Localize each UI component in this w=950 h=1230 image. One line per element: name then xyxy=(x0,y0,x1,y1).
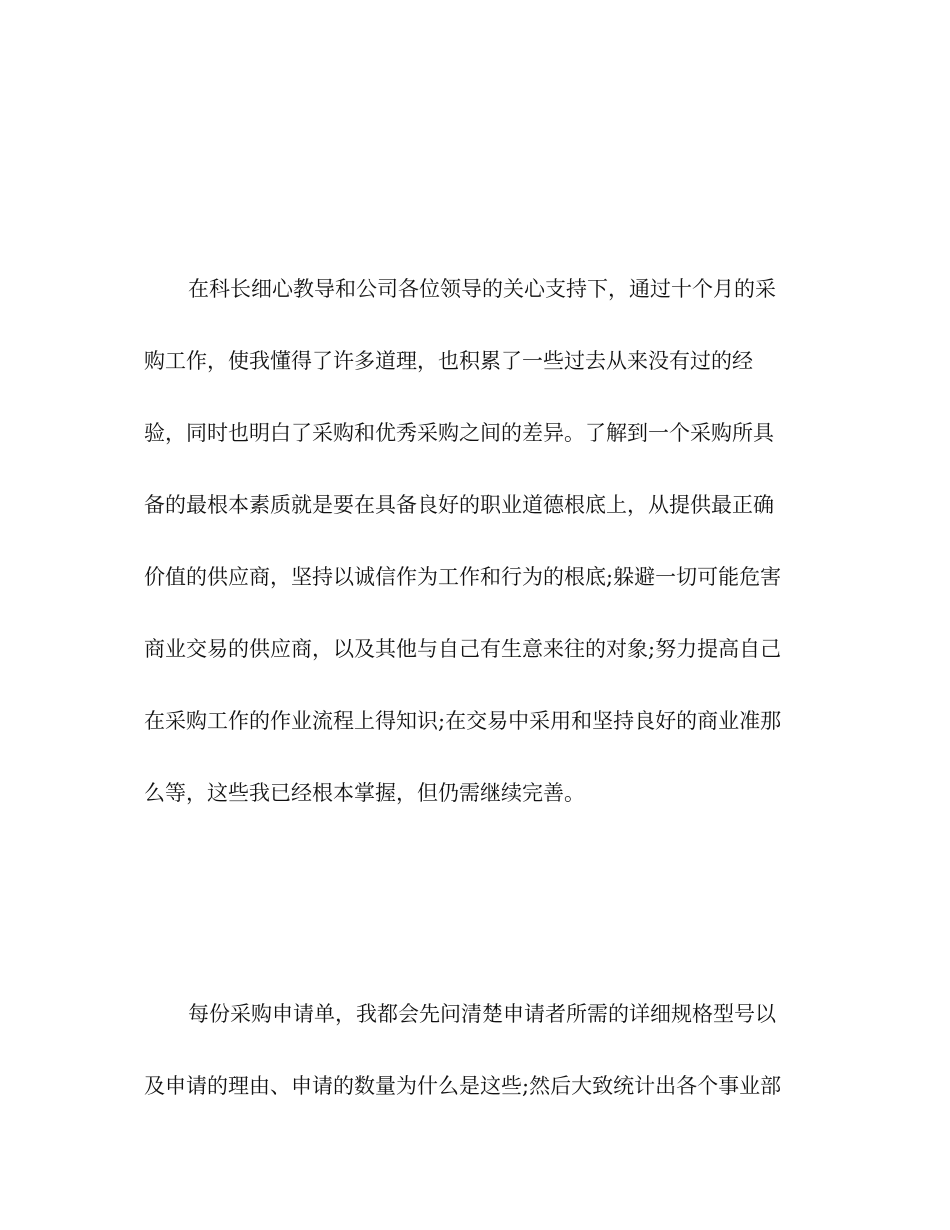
paragraph-line: 验，同时也明白了采购和优秀采购之间的差异。了解到一个采购所具 xyxy=(144,421,774,445)
paragraph-procurement-experience xyxy=(144,274,816,850)
paragraph-line: 备的最根本素质就是要在具备良好的职业道德根底上，从提供最正确 xyxy=(144,493,774,517)
paragraph-line: 在采购工作的作业流程上得知识;在交易中采用和坚持良好的商业准那 xyxy=(144,709,782,733)
paragraph-purchase-requests xyxy=(144,999,816,1143)
paragraph-line: 商业交易的供应商，以及其他与自己有生意来往的对象;努力提高自己 xyxy=(144,637,782,661)
paragraph-line: 购工作，使我懂得了许多道理，也积累了一些过去从来没有过的经 xyxy=(144,349,753,373)
paragraph-line: 每份采购申请单，我都会先问清楚申请者所需的详细规格型号以 xyxy=(188,1002,776,1026)
paragraph-line: 么等，这些我已经根本掌握，但仍需继续完善。 xyxy=(144,781,585,805)
paragraph-line: 在科长细心教导和公司各位领导的关心支持下，通过十个月的采 xyxy=(188,277,776,301)
paragraph-line: 及申请的理由、申请的数量为什么是这些;然后大致统计出各个事业部 xyxy=(144,1074,782,1098)
paragraph-line: 价值的供应商，坚持以诚信作为工作和行为的根底;躲避一切可能危害 xyxy=(144,565,782,589)
